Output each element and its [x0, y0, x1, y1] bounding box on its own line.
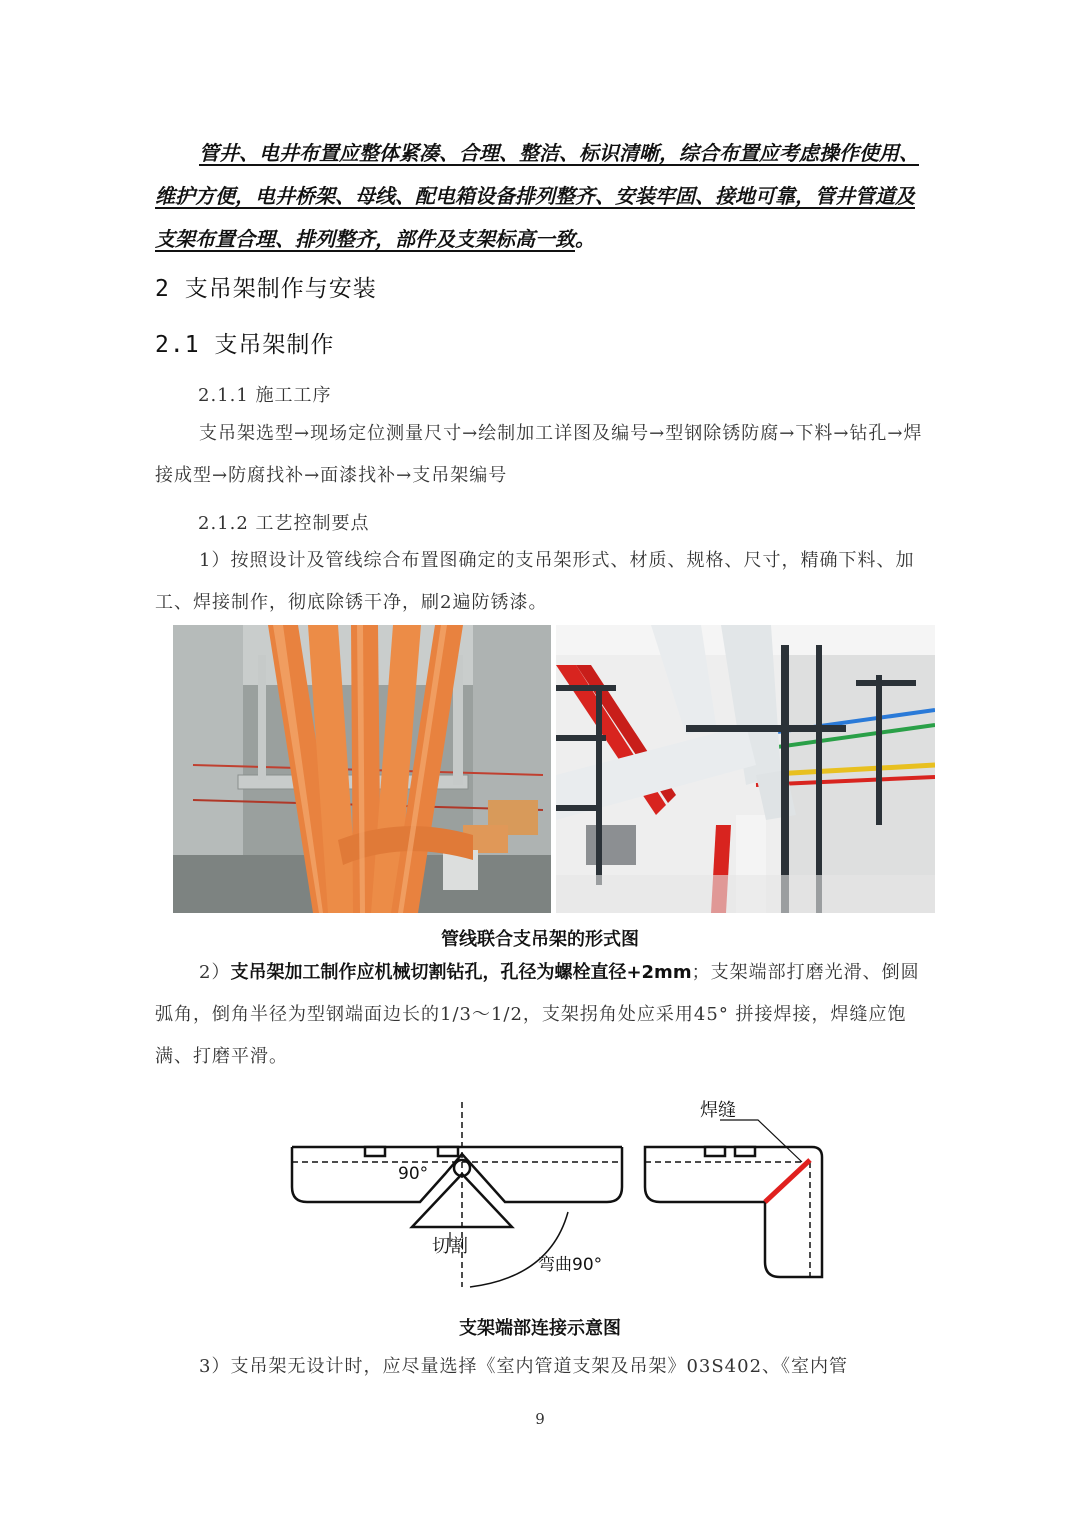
- control-point-3: 3）支吊架无设计时，应尽量选择《室内管道支架及吊架》03S402、《室内管: [199, 1356, 849, 1377]
- control-point-1: 1）按照设计及管线综合布置图确定的支吊架形式、材质、规格、尺寸，精确下料、加工、焊接制作，彻底除锈干净，刷2遍防锈漆。: [155, 550, 915, 613]
- page-number: 9: [535, 1410, 545, 1428]
- point-2-bold-text: 支吊架加工制作应机械切割钻孔，孔径为螺栓直径+2mm: [230, 962, 692, 983]
- subsection-2-1-2-title: 2.1.2 工艺控制要点: [198, 513, 370, 534]
- control-point-2: [155, 952, 925, 1078]
- figure-1-caption: 管线联合支吊架的形式图: [441, 929, 639, 950]
- photo-multi-pipes: [556, 625, 935, 913]
- subsection-2-1-1-title: 2.1.1 施工工序: [198, 385, 332, 406]
- figure-2-caption: 支架端部连接示意图: [459, 1318, 621, 1339]
- point-2-rest-text: ；支架端部打磨光滑、倒圆弧角，倒角半径为型钢端面边长的1/3～1/2，支架拐角处应采用45° 拼接焊接，焊缝应饱满、打磨平滑。: [155, 962, 920, 1067]
- section-2-title: 2 支吊架制作与安装: [155, 276, 377, 302]
- angle-label: 90°: [398, 1164, 429, 1184]
- intro-paragraph: [155, 132, 930, 261]
- bend-label: 弯曲90°: [538, 1255, 603, 1275]
- photo-orange-pipes: [173, 625, 551, 913]
- intro-end-mark: 。: [575, 227, 595, 251]
- process-sequence-text: 支吊架选型→现场定位测量尺寸→绘制加工详图及编号→型钢除锈防腐→下料→钻孔→焊接成型→防腐找补→面漆找补→支吊架编号: [155, 423, 923, 486]
- point-2-prefix: 2）: [199, 962, 231, 983]
- intro-underlined-text: 管井、电井布置应整体紧凑、合理、整洁、标识清晰，综合布置应考虑操作使用、维护方便，电井桥架、母线、配电箱设备排列整齐、安装牢固、接地可靠，管井管道及支架布置合理、排列整齐，部件及支架标高一致: [155, 141, 919, 251]
- weld-label: 焊缝: [700, 1100, 736, 1121]
- bracket-end-diagram: [280, 1092, 860, 1302]
- cut-label: 切割: [432, 1236, 468, 1257]
- weld-seam-line: [765, 1160, 810, 1202]
- section-2-1-title: 2.1 支吊架制作: [155, 332, 335, 358]
